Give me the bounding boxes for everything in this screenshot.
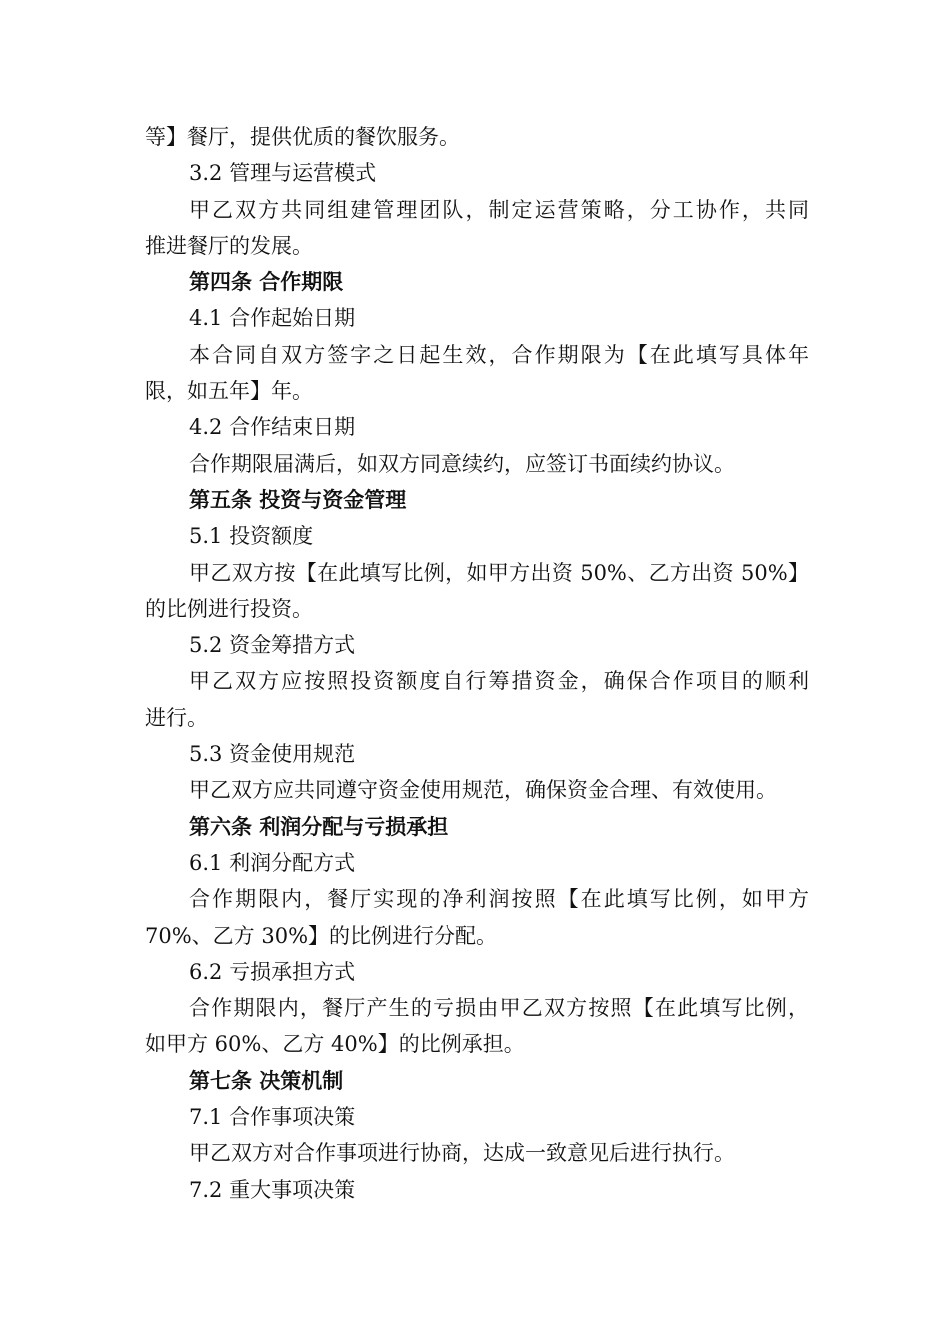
- paragraph-line: 甲乙双方共同组建管理团队，制定运营策略，分工协作，共同: [189, 197, 809, 222]
- paragraph-line: 甲乙双方按【在此填写比例，如甲方出资 50%、乙方出资 50%】: [189, 560, 809, 585]
- paragraph-line: 甲乙双方应按照投资额度自行筹措资金，确保合作项目的顺利: [189, 669, 809, 694]
- paragraph-line: 推进餐厅的发展。: [145, 233, 313, 258]
- paragraph-line: 合作期限届满后，如双方同意续约，应签订书面续约协议。: [189, 451, 735, 476]
- paragraph-line: 70%、乙方 30%】的比例进行分配。: [145, 923, 498, 948]
- article-heading: 第六条 利润分配与亏损承担: [189, 813, 449, 839]
- paragraph-line: 合作期限内，餐厅产生的亏损由甲乙双方按照【在此填写比例，: [189, 996, 809, 1021]
- paragraph-line: 甲乙双方对合作事项进行协商，达成一致意见后进行执行。: [189, 1141, 735, 1166]
- paragraph-line: 的比例进行投资。: [145, 596, 313, 621]
- subsection-title: 6.1 利润分配方式: [189, 850, 356, 875]
- paragraph-line: 进行。: [145, 705, 208, 730]
- subsection-title: 7.2 重大事项决策: [189, 1177, 356, 1202]
- paragraph-line: 甲乙双方应共同遵守资金使用规范，确保资金合理、有效使用。: [189, 778, 777, 803]
- subsection-title: 4.2 合作结束日期: [189, 415, 356, 440]
- paragraph-line: 限，如五年】年。: [145, 379, 313, 404]
- article-heading: 第四条 合作期限: [189, 269, 344, 295]
- paragraph-line: 合作期限内，餐厅实现的净利润按照【在此填写比例，如甲方: [189, 887, 809, 912]
- subsection-title: 6.2 亏损承担方式: [189, 959, 356, 984]
- subsection-title: 5.3 资金使用规范: [189, 742, 356, 767]
- paragraph-line: 等】餐厅，提供优质的餐饮服务。: [145, 125, 460, 149]
- subsection-title: 4.1 合作起始日期: [189, 306, 356, 331]
- article-heading: 第七条 决策机制: [189, 1067, 344, 1093]
- paragraph-line: 如甲方 60%、乙方 40%】的比例承担。: [145, 1032, 525, 1057]
- subsection-title: 5.2 资金筹措方式: [189, 633, 356, 658]
- document-body: [145, 119, 809, 1208]
- subsection-title: 5.1 投资额度: [189, 524, 314, 549]
- article-heading: 第五条 投资与资金管理: [189, 486, 407, 512]
- subsection-title: 7.1 合作事项决策: [189, 1105, 356, 1130]
- subsection-title: 3.2 管理与运营模式: [189, 161, 377, 186]
- paragraph-line: 本合同自双方签字之日起生效，合作期限为【在此填写具体年: [189, 342, 809, 367]
